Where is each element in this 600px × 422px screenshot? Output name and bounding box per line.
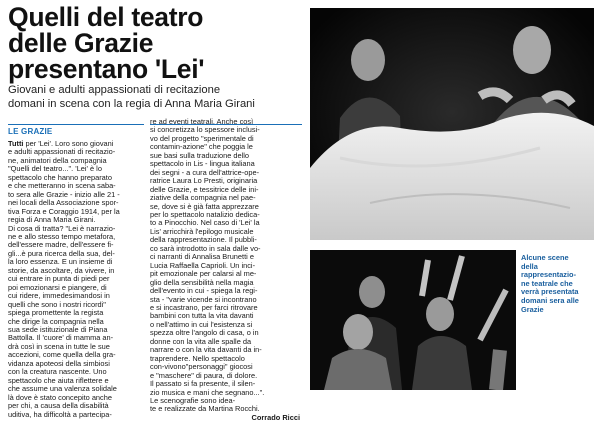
hands-scene-image	[310, 250, 516, 390]
column-1-line: gli...è pura ricerca della sua, del-	[8, 248, 115, 258]
column-1-line: ne e allo stesso tempo metafora,	[8, 231, 116, 241]
column-1-line: là dove è stato concepito anche	[8, 392, 112, 402]
column-1-line: nei locali della Associazione spor-	[8, 198, 119, 208]
column-2-line: delle Grazie, e tessitrice delle ini-	[150, 184, 259, 194]
column-2-line: Il passato si fa presente, il silen-	[150, 379, 256, 389]
column-2-text	[150, 118, 300, 414]
column-1-line: storie, da ascoltare, da vivere, in	[8, 265, 115, 275]
column-2-line: con-vivono"personaggi" giocosi	[150, 362, 253, 372]
column-2-line: glio della sensibilità nella magia	[150, 277, 254, 287]
column-1-line: poi emozionarsi e piangere, di	[8, 282, 107, 292]
column-2-line: e si incastrano, per farci ritrovare	[150, 302, 258, 312]
column-2-line: traprendere. Nello spettacolo	[150, 353, 245, 363]
headline-line-3: presentano 'Lei'	[8, 54, 205, 84]
column-1-line: "Quelli del teatro...". 'Lei' è lo	[8, 164, 102, 174]
lead-word: Tutti	[8, 139, 24, 148]
caption-line: rappresentazio-	[521, 270, 577, 280]
column-1-line: spiega promettente la regista	[8, 308, 104, 318]
column-1-line: drà così in scena in tutte le sue	[8, 341, 110, 351]
column-2-line: si concretizza lo spessore inclusi-	[150, 125, 260, 135]
column-2-line: zio musica e mani che segnano...".	[150, 387, 265, 397]
column-2-line: dei segni - a cura dell'attrice-ope-	[150, 167, 260, 177]
column-2-line: della rappresentazione. Il pubbli-	[150, 235, 257, 245]
column-2-line: spettacolo in Lis - lingua italiana	[150, 159, 255, 169]
column-2-line: pit emozionale per calarsi al me-	[150, 269, 257, 279]
headline-line-1: Quelli del teatro	[8, 2, 204, 32]
caption-line: domani sera alle	[521, 295, 579, 305]
column-2-line: ziative della compagnia nel pae-	[150, 193, 256, 203]
column-1-line: uditiva, ha difficoltà a partecipa-	[8, 409, 112, 419]
column-2-line: dell'evento in cui - spiega la regi-	[150, 286, 258, 296]
column-2-line: Lis' arricchirà l'epilogo musicale	[150, 226, 254, 236]
column-1-line: che dirige la compagnia nella	[8, 316, 104, 326]
article-column-1	[8, 140, 145, 419]
headline-line-2: delle Grazie	[8, 28, 154, 58]
theatre-photo-fabric	[310, 8, 594, 240]
column-1-line: la loro essenza. E un insieme di	[8, 257, 113, 267]
caption-line: Grazie	[521, 304, 544, 314]
column-1-line: Di cosa di tratta? "Lei è narrazio-	[8, 223, 116, 233]
column-1-text	[8, 140, 145, 419]
column-1-line: to sera alle Grazie - inizio alle 21 -	[8, 189, 120, 199]
column-2-line: ci narranti di Annalisa Brunetti e	[150, 252, 254, 262]
caption-line: ne teatrale che	[521, 278, 573, 288]
column-1-line: per 'Lei'. Loro sono giovani	[23, 139, 114, 148]
section-label: LE GRAZIE	[8, 124, 144, 139]
column-1-line: ne, animatori della compagnia	[8, 155, 107, 165]
subheadline-line-1: Giovani e adulti appassionati di recitazione	[8, 84, 221, 96]
column-2-line: sue basi sulla traduzione dello	[150, 150, 250, 160]
column-1-line: cui entrare in punta di piedi per	[8, 274, 110, 284]
column-1-line: Battolla. Il 'cuore' di mamma an-	[8, 333, 114, 343]
fabric-scene-image	[310, 8, 594, 240]
column-1-body	[8, 139, 145, 419]
column-1-line: accezioni, come quella della gra-	[8, 350, 116, 360]
column-2-line: contamin-azione" che poggia le	[150, 142, 253, 152]
column-2-line: e "maschere" di paura, di dolore.	[150, 370, 258, 380]
column-2-line: o nell'attimo in cui l'esistenza si	[150, 319, 253, 329]
column-1-line: spettacolo che hanno preparato	[8, 172, 112, 182]
column-2-line: donne con la vita alle spalle da	[150, 336, 252, 346]
column-1-line: per chi, a causa della disabilità	[8, 401, 109, 411]
caption-line: della	[521, 261, 538, 271]
column-2-line: spezza oltre l'angolo di casa, o in	[150, 328, 259, 338]
subheadline	[8, 84, 308, 111]
headline	[8, 4, 304, 82]
photo-caption	[521, 254, 595, 314]
column-2-line: sta - "varie vicende si incontrano	[150, 294, 257, 304]
column-2-line: per lo spettacolo natalizio dedica-	[150, 209, 260, 219]
column-2-line: Le scenografie sono idea-	[150, 395, 236, 405]
column-1-line: regia di Anna Maria Girani.	[8, 215, 96, 225]
column-2-line: to a Pinocchio. Nel caso di 'Lei' la	[150, 218, 260, 228]
column-2-line: bambini con tutta la vita davanti	[150, 311, 254, 321]
caption-line: verrà presentata	[521, 287, 579, 297]
column-1-line: sua sede istituzionale di Piana	[8, 324, 108, 334]
column-2-line: re ad eventi teatrali. Anche così	[150, 117, 254, 126]
column-1-line: quelli che sono i nostri ricordi"	[8, 299, 106, 309]
theatre-photo-hands	[310, 250, 516, 390]
column-2-line: co sarà introdotto in sala dalle vo-	[150, 243, 261, 253]
column-2-line: Lucia Raffaella Caprioli. Un inci-	[150, 260, 256, 270]
column-1-line: cui ridere, immedesimandosi in	[8, 291, 110, 301]
column-1-line: con la creatura nascente. Uno	[8, 367, 107, 377]
byline: Corrado Ricci	[251, 412, 300, 422]
column-1-line: e che metteranno in scena saba-	[8, 181, 116, 191]
caption-line: Alcune scene	[521, 253, 569, 262]
column-1-line: vidanza apoteosi della simbiosi	[8, 358, 110, 368]
column-2-line: vo del progetto "sperimentale di	[150, 133, 254, 143]
subheadline-line-2: domani in scena con la regia di Anna Maria Girani	[8, 97, 255, 110]
column-1-line: che assume una valenza solidale	[8, 384, 117, 394]
column-1-line: spettacolo che aiuta riflettere e	[8, 375, 109, 385]
column-2-line: narrare o con la vita davanti da in-	[150, 345, 262, 355]
column-2-line: ratrice Laura Lo Presti, originaria	[150, 176, 258, 186]
column-2-line: se, dove si è già fatta apprezzare	[150, 201, 259, 211]
column-2-line: te e realizzate da Martina Rocchi.	[150, 404, 260, 414]
article-column-2	[150, 118, 300, 422]
column-1-line: dell'essere madre, dell'essere fi-	[8, 240, 114, 250]
column-1-line: tiva Forza e Coraggio 1914, per la	[8, 206, 120, 216]
column-1-line: e adulti appassionati di recitazio-	[8, 147, 116, 157]
